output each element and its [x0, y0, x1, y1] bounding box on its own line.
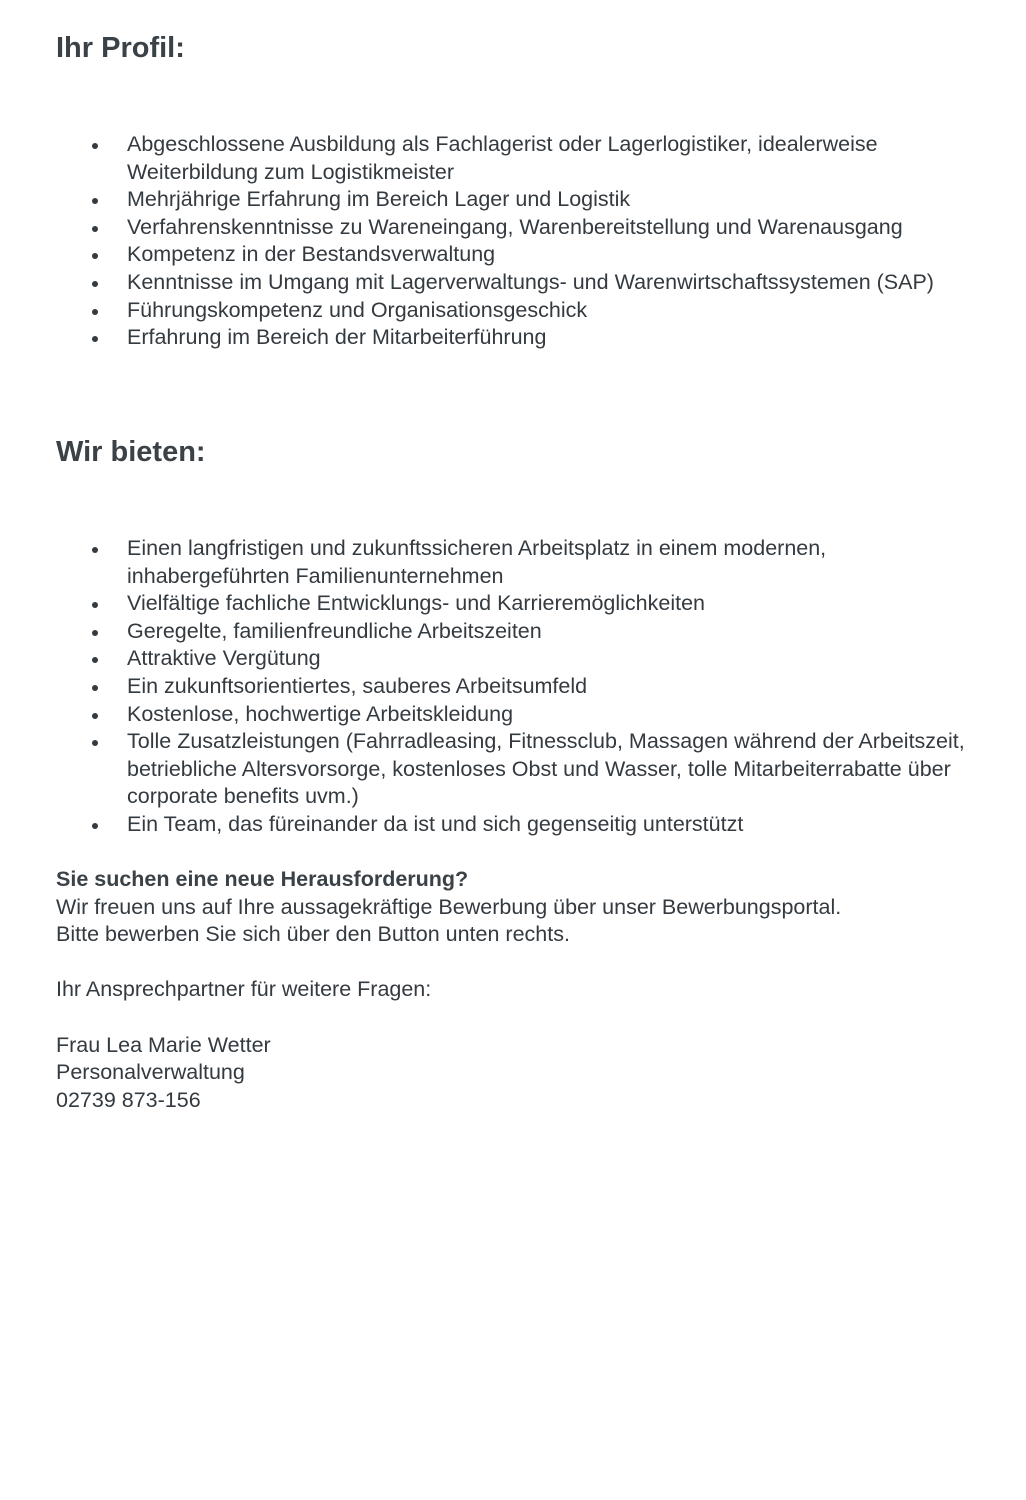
list-item — [56, 186, 976, 214]
bullet-icon — [92, 281, 98, 287]
list-item — [56, 811, 976, 839]
contact-department: Personalverwaltung — [56, 1060, 245, 1085]
list-item-text: Kostenlose, hochwertige Arbeitskleidung — [127, 701, 514, 726]
application-instruction: Bitte bewerben Sie sich über den Button unten rechts. — [56, 922, 570, 947]
list-item-text: Ein zukunftsorientiertes, sauberes Arbeitsumfeld — [127, 673, 588, 698]
list-item-text: Kenntnisse im Umgang mit Lagerverwaltungs- und Warenwirtschaftssystemen (SAP) — [127, 269, 934, 294]
call-to-action-heading: Sie suchen eine neue Herausforderung? — [56, 867, 469, 891]
list-item — [56, 673, 976, 701]
bullet-icon — [92, 226, 98, 232]
bullet-icon — [92, 823, 98, 829]
spacer — [56, 949, 976, 977]
contact-phone: 02739 873-156 — [56, 1087, 201, 1112]
spacer — [56, 1004, 976, 1032]
closing-section — [56, 866, 976, 1114]
bullet-icon — [92, 336, 98, 342]
list-item — [56, 618, 976, 646]
bullet-icon — [92, 143, 98, 149]
list-item — [56, 645, 976, 673]
list-item-text: Verfahrenskenntnisse zu Wareneingang, Warenbereitstellung und Warenausgang — [127, 214, 903, 239]
bullet-icon — [92, 198, 98, 204]
list-item — [56, 241, 976, 269]
list-item-text: Geregelte, familienfreundliche Arbeitszeiten — [127, 618, 542, 643]
list-item-text: Vielfältige fachliche Entwicklungs- und Karrieremöglichkeiten — [127, 591, 706, 616]
list-item-text: Führungskompetenz und Organisationsgeschick — [127, 297, 588, 322]
list-item — [56, 535, 976, 590]
list-item — [56, 590, 976, 618]
bullet-icon — [92, 713, 98, 719]
list-item-text: Tolle Zusatzleistungen (Fahrradleasing, Fitnessclub, Massagen während der Arbeitszeit, betriebliche Altersvorsorge, kostenloses Obst und Wasser, tolle Mitarbeiterrabatte über corporate benefits uvm.) — [127, 729, 965, 809]
contact-intro: Ihr Ansprechpartner für weitere Fragen: — [56, 977, 432, 1002]
list-item-text: Kompetenz in der Bestandsverwaltung — [127, 242, 496, 267]
bullet-icon — [92, 309, 98, 315]
bullet-icon — [92, 602, 98, 608]
offer-list — [56, 535, 976, 839]
list-item — [56, 728, 976, 811]
list-item — [56, 701, 976, 729]
profile-list — [56, 131, 976, 352]
list-item-text: Erfahrung im Bereich der Mitarbeiterführung — [127, 325, 547, 350]
bullet-icon — [92, 547, 98, 553]
list-item — [56, 269, 976, 297]
profile-heading: Ihr Profil: — [56, 32, 185, 64]
contact-name: Frau Lea Marie Wetter — [56, 1032, 271, 1057]
list-item-text: Ein Team, das füreinander da ist und sich gegenseitig unterstützt — [127, 811, 744, 836]
list-item-text: Abgeschlossene Ausbildung als Fachlagerist oder Lagerlogistiker, idealerweise Weiterbildung zum Logistikmeister — [127, 132, 878, 184]
bullet-icon — [92, 657, 98, 663]
application-text: Wir freuen uns auf Ihre aussagekräftige Bewerbung über unser Bewerbungsportal. — [56, 894, 842, 919]
list-item-text: Attraktive Vergütung — [127, 646, 321, 671]
list-item-text: Einen langfristigen und zukunftssicheren Arbeitsplatz in einem modernen, inhabergeführten Familienunternehmen — [127, 536, 827, 588]
list-item — [56, 131, 976, 186]
list-item-text: Mehrjährige Erfahrung im Bereich Lager und Logistik — [127, 187, 631, 212]
bullet-icon — [92, 740, 98, 746]
list-item — [56, 214, 976, 242]
bullet-icon — [92, 630, 98, 636]
offer-heading: Wir bieten: — [56, 436, 206, 468]
list-item — [56, 324, 976, 352]
list-item — [56, 297, 976, 325]
bullet-icon — [92, 253, 98, 259]
bullet-icon — [92, 685, 98, 691]
